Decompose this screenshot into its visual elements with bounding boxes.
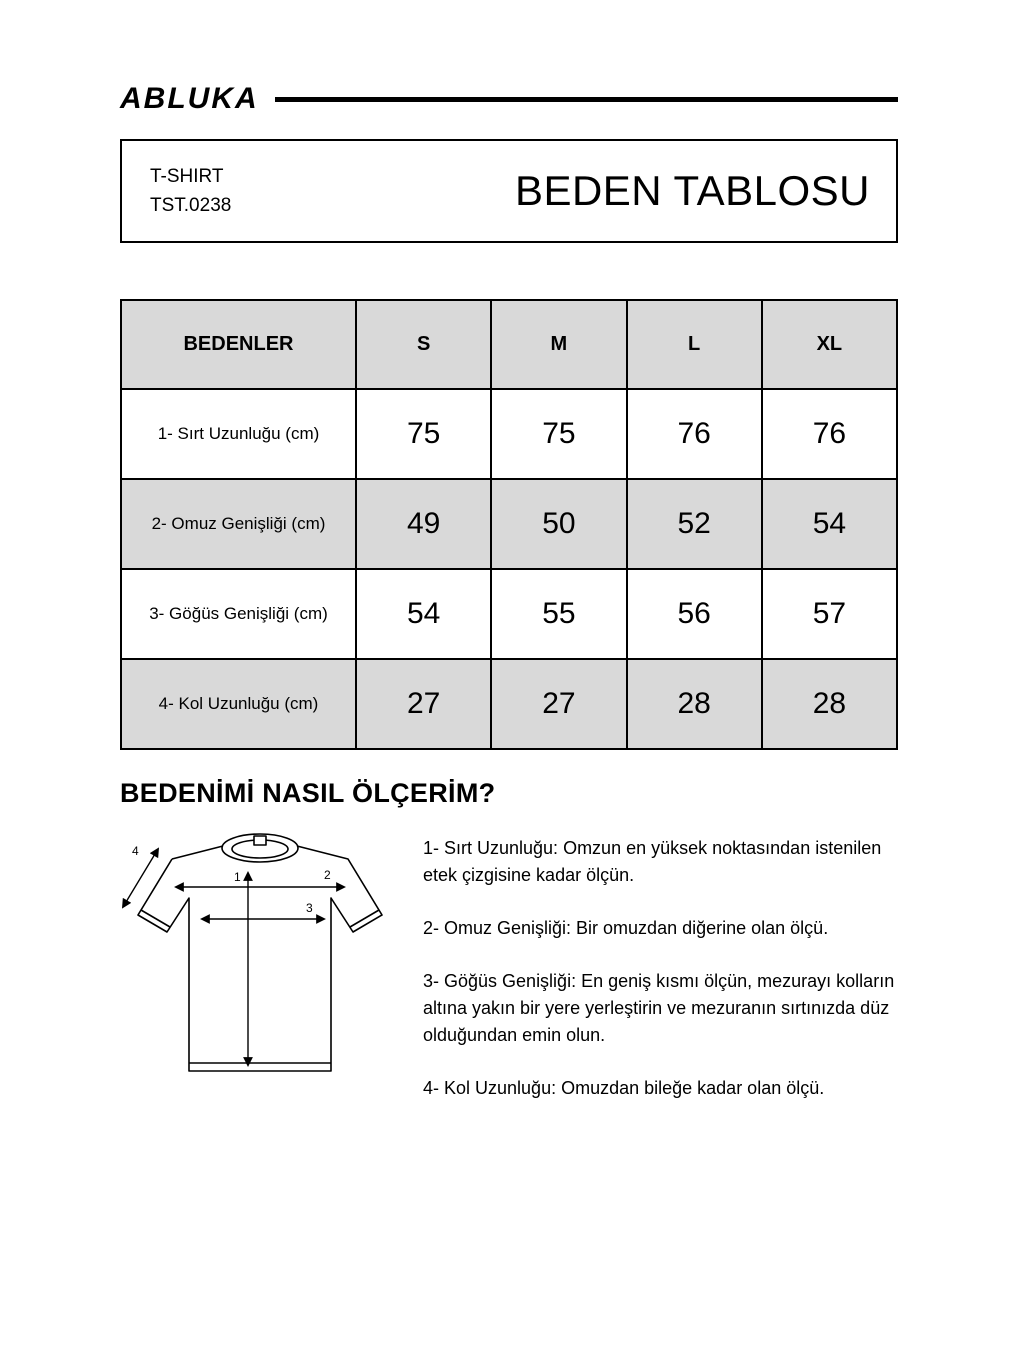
cell-value: 27 — [356, 659, 491, 749]
measure-heading: BEDENİMİ NASIL ÖLÇERİM? — [120, 778, 496, 808]
cell-value: 54 — [356, 569, 491, 659]
cell-value: 55 — [491, 569, 626, 659]
measure-body — [120, 821, 898, 1128]
cell-value: 27 — [491, 659, 626, 749]
cell-value: 75 — [356, 389, 491, 479]
size-table — [120, 299, 898, 750]
header-size-xl: XL — [762, 300, 897, 389]
diagram-label-2: 2 — [324, 868, 331, 882]
cell-value: 57 — [762, 569, 897, 659]
cell-value: 28 — [627, 659, 762, 749]
product-code: TST.0238 — [150, 195, 232, 216]
tshirt-diagram — [110, 821, 410, 1091]
instruction-chest-width: 3- Göğüs Genişliği: En geniş kısmı ölçün, mezurayı kolların altına yakın bir yere yerleştirin ve mezuranın sırtınızda düz olduğundan emin olun. — [423, 971, 895, 1045]
cell-value: 52 — [627, 479, 762, 569]
row-label: 2- Omuz Genişliği (cm) — [121, 479, 356, 569]
table-row-chest-width — [121, 569, 897, 659]
size-chart-title: BEDEN TABLOSU — [514, 167, 870, 214]
row-label: 3- Göğüs Genişliği (cm) — [121, 569, 356, 659]
logo-underline — [275, 97, 898, 102]
product-type: T-SHIRT — [150, 165, 224, 187]
product-info — [150, 162, 231, 221]
diagram-label-3: 3 — [306, 901, 313, 915]
header-size-l: L — [627, 300, 762, 389]
row-label: 4- Kol Uzunluğu (cm) — [121, 659, 356, 749]
brand-header — [120, 82, 898, 116]
header-size-s: S — [356, 300, 491, 389]
instruction-shoulder-width: 2- Omuz Genişliği: Bir omuzdan diğerine olan ölçü. — [423, 918, 829, 938]
header-bedenler: BEDENLER — [121, 300, 356, 389]
row-label: 1- Sırt Uzunluğu (cm) — [121, 389, 356, 479]
table-row-shoulder-width — [121, 479, 897, 569]
diagram-label-4: 4 — [132, 844, 139, 858]
brand-logo: ABLUKA — [120, 82, 259, 115]
cell-value: 50 — [491, 479, 626, 569]
cell-value: 76 — [762, 389, 897, 479]
cell-value: 49 — [356, 479, 491, 569]
arrow-sleeve-length-icon — [123, 849, 158, 907]
diagram-label-1: 1 — [234, 870, 241, 884]
tshirt-outline — [138, 834, 382, 1071]
table-row-sleeve-length — [121, 659, 897, 749]
table-header-row — [121, 300, 897, 389]
instruction-back-length: 1- Sırt Uzunluğu: Omzun en yüksek noktasından istenilen etek çizgisine kadar ölçün. — [423, 838, 882, 885]
cell-value: 54 — [762, 479, 897, 569]
header-size-m: M — [491, 300, 626, 389]
table-row-back-length — [121, 389, 897, 479]
measure-instructions — [423, 821, 898, 1128]
instruction-sleeve-length: 4- Kol Uzunluğu: Omuzdan bileğe kadar olan ölçü. — [423, 1078, 825, 1098]
product-info-box — [120, 139, 898, 243]
cell-value: 75 — [491, 389, 626, 479]
cell-value: 28 — [762, 659, 897, 749]
cell-value: 56 — [627, 569, 762, 659]
cell-value: 76 — [627, 389, 762, 479]
